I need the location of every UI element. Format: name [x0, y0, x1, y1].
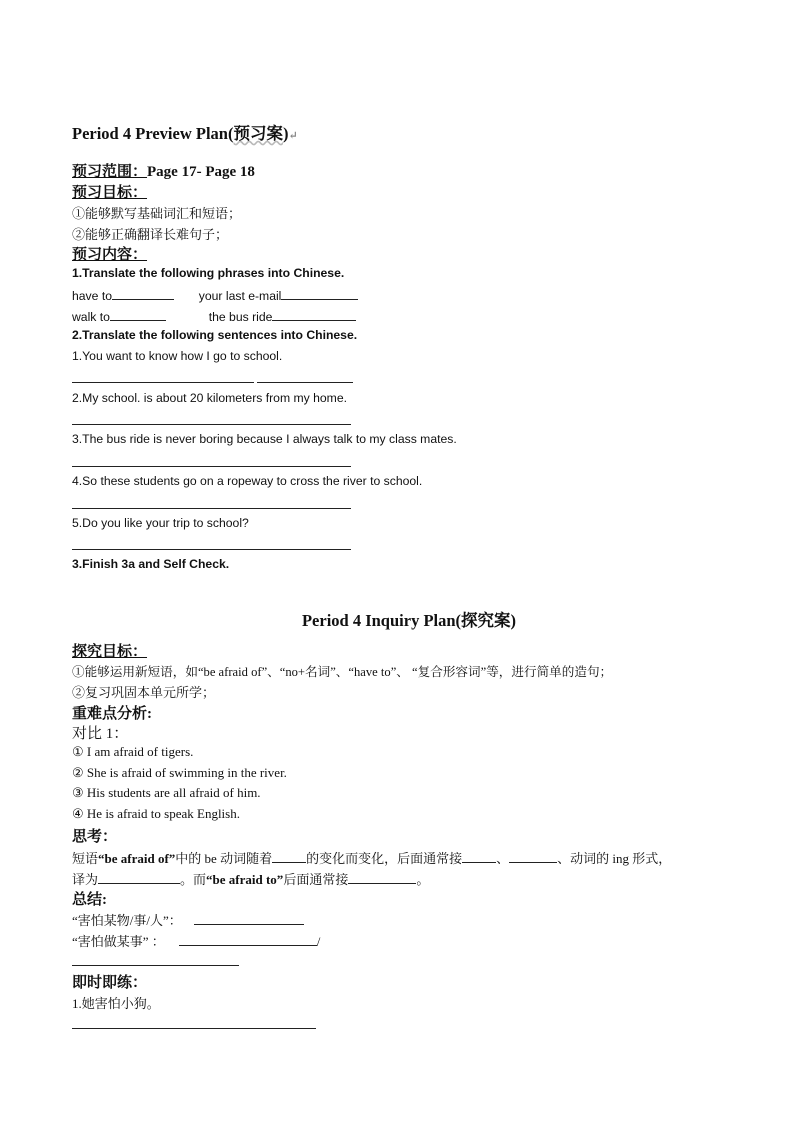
- fill-blank[interactable]: [272, 850, 306, 863]
- summary-label: 总结:: [72, 892, 107, 908]
- preview-range-value: Page 17- Page 18: [147, 164, 255, 180]
- preview-range-label: 预习范围：: [72, 164, 148, 180]
- practice-label: 即时即练：: [72, 975, 148, 991]
- example-2: ② She is afraid of swimming in the river.: [72, 765, 287, 780]
- example-3: ③ His students are all afraid of him.: [72, 785, 261, 800]
- phrase-row-1: [72, 287, 358, 303]
- answer-line[interactable]: [72, 965, 239, 966]
- section-1-heading: 1.Translate the following phrases into Chinese.: [72, 266, 345, 280]
- answer-blank[interactable]: [272, 308, 356, 321]
- answer-blank[interactable]: [112, 287, 174, 300]
- sentence-1: 1.You want to know how I go to school.: [72, 349, 283, 363]
- phrase-have-to: have to: [72, 289, 112, 303]
- example-1: ① I am afraid of tigers.: [72, 744, 194, 759]
- preview-goal-label: 预习目标：: [72, 185, 148, 201]
- phrase-bus-ride: the bus ride: [208, 310, 273, 324]
- section-3-heading: 3.Finish 3a and Self Check.: [72, 557, 230, 571]
- practice-1: 1.她害怕小狗。: [72, 996, 160, 1011]
- phrase-walk-to: walk to: [72, 310, 110, 324]
- sentence-5: 5.Do you like your trip to school?: [72, 516, 249, 530]
- phrase-be-afraid-of: “be afraid of”: [98, 851, 176, 866]
- inquiry-goal-label: 探究目标：: [72, 644, 148, 660]
- answer-line[interactable]: [72, 466, 351, 467]
- think-line-2: 译为 。而“be afraid to”后面通常接 。: [72, 872, 430, 887]
- compare-label: 对比 1：: [72, 726, 129, 742]
- think-line-1: 短语“be afraid of”中的 be 动词随着 的变化而变化，后面通常接 、 、动词的 ing 形式，: [72, 851, 672, 866]
- phrase-be-afraid-to: “be afraid to”: [206, 872, 284, 887]
- inquiry-goal-2: ②复习巩固本单元所学；: [72, 685, 216, 700]
- fill-blank[interactable]: [509, 850, 557, 863]
- fill-blank[interactable]: [348, 871, 416, 884]
- section-2-heading: 2.Translate the following sentences into Chinese.: [72, 328, 358, 342]
- summary-line-1: “害怕某物/事/人”：: [72, 910, 304, 929]
- answer-line[interactable]: [72, 1028, 316, 1029]
- phrase-row-2: [72, 308, 356, 324]
- return-mark-icon: ↵: [288, 130, 298, 142]
- inquiry-title: Period 4 Inquiry Plan(探究案): [301, 611, 517, 630]
- preview-title-close: ): [282, 124, 289, 143]
- fill-blank[interactable]: [462, 850, 496, 863]
- summary-line-2: “害怕做某事” ： /: [72, 934, 321, 949]
- answer-blank[interactable]: [110, 308, 166, 321]
- preview-title-main: Period 4 Preview Plan(: [72, 124, 234, 143]
- fill-blank[interactable]: [194, 912, 304, 925]
- phrase-last-email: your last e-mail: [198, 289, 282, 303]
- sentence-4: 4.So these students go on a ropeway to cross the river to school.: [72, 474, 423, 488]
- answer-line[interactable]: [72, 382, 254, 383]
- think-label: 思考：: [72, 829, 118, 845]
- sentence-3: 3.The bus ride is never boring because I always talk to my class mates.: [72, 432, 457, 446]
- answer-line[interactable]: [72, 549, 351, 550]
- example-4: ④ He is afraid to speak English.: [72, 806, 240, 821]
- analysis-label: 重难点分析:: [72, 706, 152, 722]
- fill-blank[interactable]: [98, 871, 180, 884]
- answer-blank[interactable]: [281, 287, 358, 300]
- answer-line[interactable]: [72, 424, 351, 425]
- inquiry-goal-1: ①能够运用新短语，如“be afraid of”、“no+名词”、“have to”、 “复合形容词”等，进行简单的造句；: [72, 665, 613, 679]
- sentence-2: 2.My school. is about 20 kilometers from my home.: [72, 391, 347, 405]
- preview-goal-1: ①能够默写基础词汇和短语；: [72, 206, 242, 221]
- preview-goal-2: ②能够正确翻译长难句子；: [72, 227, 229, 242]
- answer-line[interactable]: [257, 382, 353, 383]
- preview-range: [72, 160, 255, 181]
- answer-line[interactable]: [72, 508, 351, 509]
- preview-title-cn: 预习案: [233, 124, 283, 143]
- preview-content-label: 预习内容：: [72, 247, 148, 263]
- preview-title: [72, 120, 298, 144]
- fill-blank[interactable]: [179, 933, 317, 946]
